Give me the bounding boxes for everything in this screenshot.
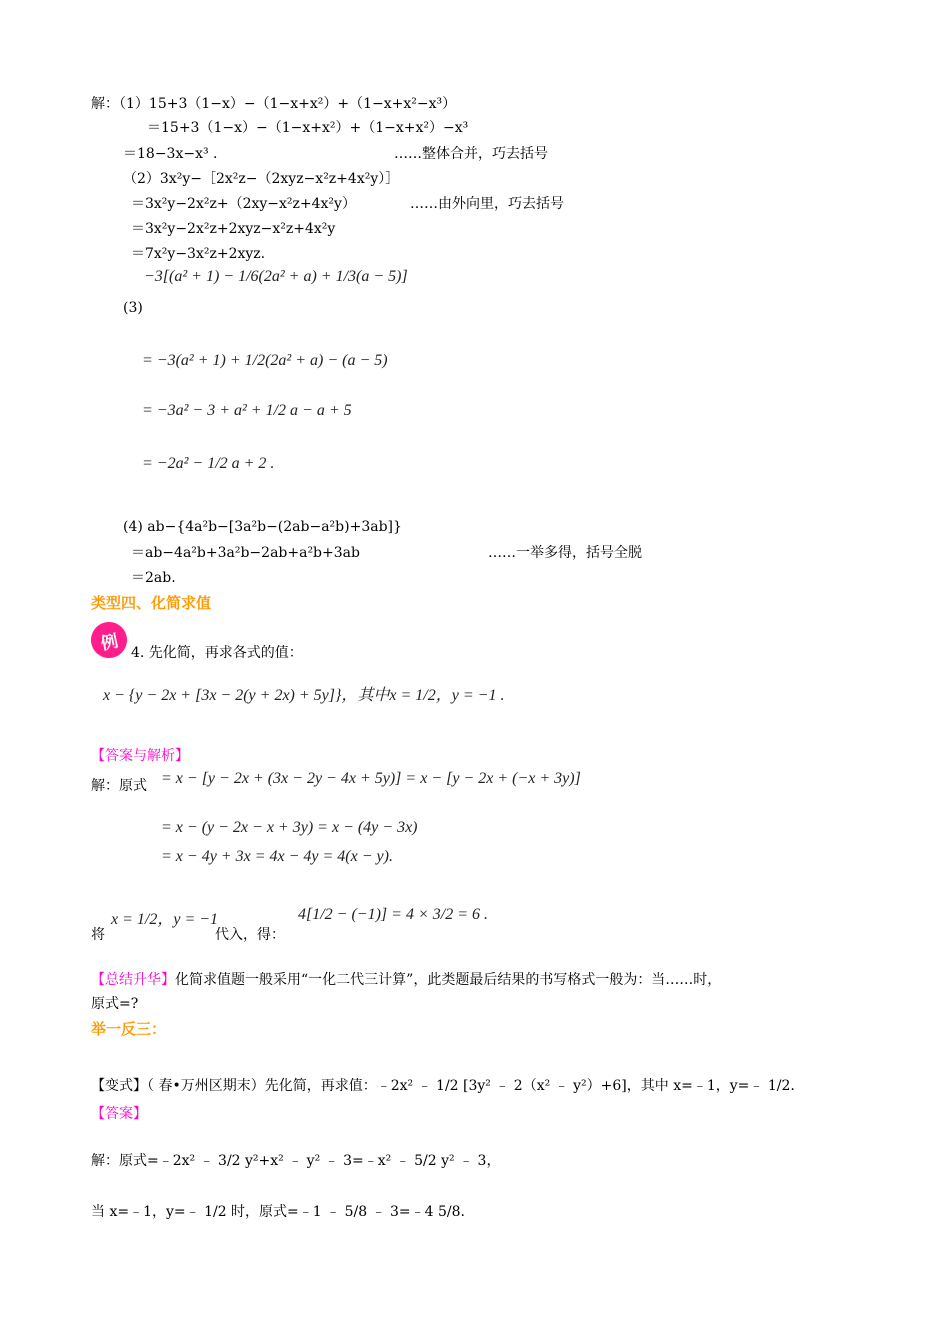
summary-tag: 【总结升华】 <box>91 972 175 988</box>
summary-text: 化简求值题一般采用“一化二代三计算”，此类题最后结果的书写格式一般为：当……时， <box>175 972 722 988</box>
answer-step1: = x − [y − 2x + (3x − 2y − 4x + 5y)] = x − [y − 2x + (−x + 3y)] <box>161 770 581 787</box>
answer-step2: = x − (y − 2x − x + 3y) = x − (4y − 3x) <box>161 819 418 836</box>
practice-expression: ﹣2x² ﹣ 1/2 [3y² ﹣ 2（x² ﹣ y²）+6]，其中 x=﹣1，y=﹣ 1/2. <box>376 1078 795 1094</box>
solution-4-line1: (4) ab−{4a²b−[3a²b−(2ab−a²b)+3ab]} <box>123 519 402 535</box>
example-expression: x − {y − 2x + [3x − 2(y + 2x) + 5y]}，其中x = 1/2，y = −1 . <box>103 687 505 704</box>
substitute-result: 4[1/2 − (−1)] = 4 × 3/2 = 6 . <box>298 906 488 923</box>
example-question: 4. 先化简，再求各式的值： <box>131 645 303 661</box>
solution-1-line2: ＝15+3（1−x）−（1−x+x²）+（1−x+x²）−x³ <box>147 120 469 136</box>
practice-answer-line2: 当 x=﹣1，y=﹣ 1/2 时，原式=﹣1 ﹣ 5/8 ﹣ 3=﹣4 5/8. <box>91 1204 466 1220</box>
substitute-values: x = 1/2，y = −1 <box>111 911 219 928</box>
solution-4-line3: ＝2ab. <box>131 570 176 586</box>
solution-1-line3: ＝18−3x−x³ . <box>123 146 218 162</box>
solution-4-note: ……一举多得，括号全脱 <box>488 545 642 561</box>
summary <box>91 971 721 989</box>
answer-step3: = x − 4y + 3x = 4x − 4y = 4(x − y). <box>161 848 393 865</box>
practice-question <box>91 1077 795 1095</box>
solution-3-expression: −3[(a² + 1) − 1/6(2a² + a) + 1/3(a − 5)] <box>144 268 408 285</box>
example-badge: 例 <box>88 619 131 662</box>
solution-1-note: ……整体合并，巧去括号 <box>394 146 548 162</box>
section-heading: 类型四、化简求值 <box>91 594 212 612</box>
summary-text-2: 原式=? <box>91 996 139 1012</box>
answer-lead: 解：原式 <box>91 778 147 794</box>
answer-heading: 【答案与解析】 <box>91 748 189 764</box>
solution-3-step1: = −3(a² + 1) + 1/2(2a² + a) − (a − 5) <box>142 352 388 369</box>
solution-3-step2: = −3a² − 3 + a² + 1/2 a − a + 5 <box>142 402 352 419</box>
solution-2-line4: ＝7x²y−3x²z+2xyz. <box>131 246 266 262</box>
solution-1-line1: 解：（1）15+3（1−x）−（1−x+x²）+（1−x+x²−x³） <box>91 96 457 112</box>
solution-3-label: (3) <box>123 300 143 316</box>
solution-3-step3: = −2a² − 1/2 a + 2 . <box>142 455 275 472</box>
substitute-label: 将 <box>91 927 105 943</box>
solution-2-line2: ＝3x²y−2x²z+（2xy−x²z+4x²y） <box>131 196 356 212</box>
solution-2-line3: ＝3x²y−2x²z+2xyz−x²z+4x²y <box>131 221 336 237</box>
practice-source: （ 春•万州区期末）先化简，再求值： <box>147 1078 377 1094</box>
practice-heading: 举一反三： <box>91 1020 167 1038</box>
substitute-mid: 代入，得： <box>215 927 285 943</box>
practice-tag: 【变式】 <box>91 1078 147 1094</box>
solution-2-note: ……由外向里，巧去括号 <box>410 196 564 212</box>
solution-2-line1: （2）3x²y−［2x²z−（2xyz−x²z+4x²y）］ <box>123 171 400 187</box>
practice-answer-line1: 解：原式=﹣2x² ﹣ 3/2 y²+x² ﹣ y² ﹣ 3=﹣x² ﹣ 5/2 y² ﹣ 3， <box>91 1153 501 1169</box>
practice-answer-tag: 【答案】 <box>91 1106 147 1122</box>
solution-4-line2: ＝ab−4a²b+3a²b−2ab+a²b+3ab <box>131 545 360 561</box>
